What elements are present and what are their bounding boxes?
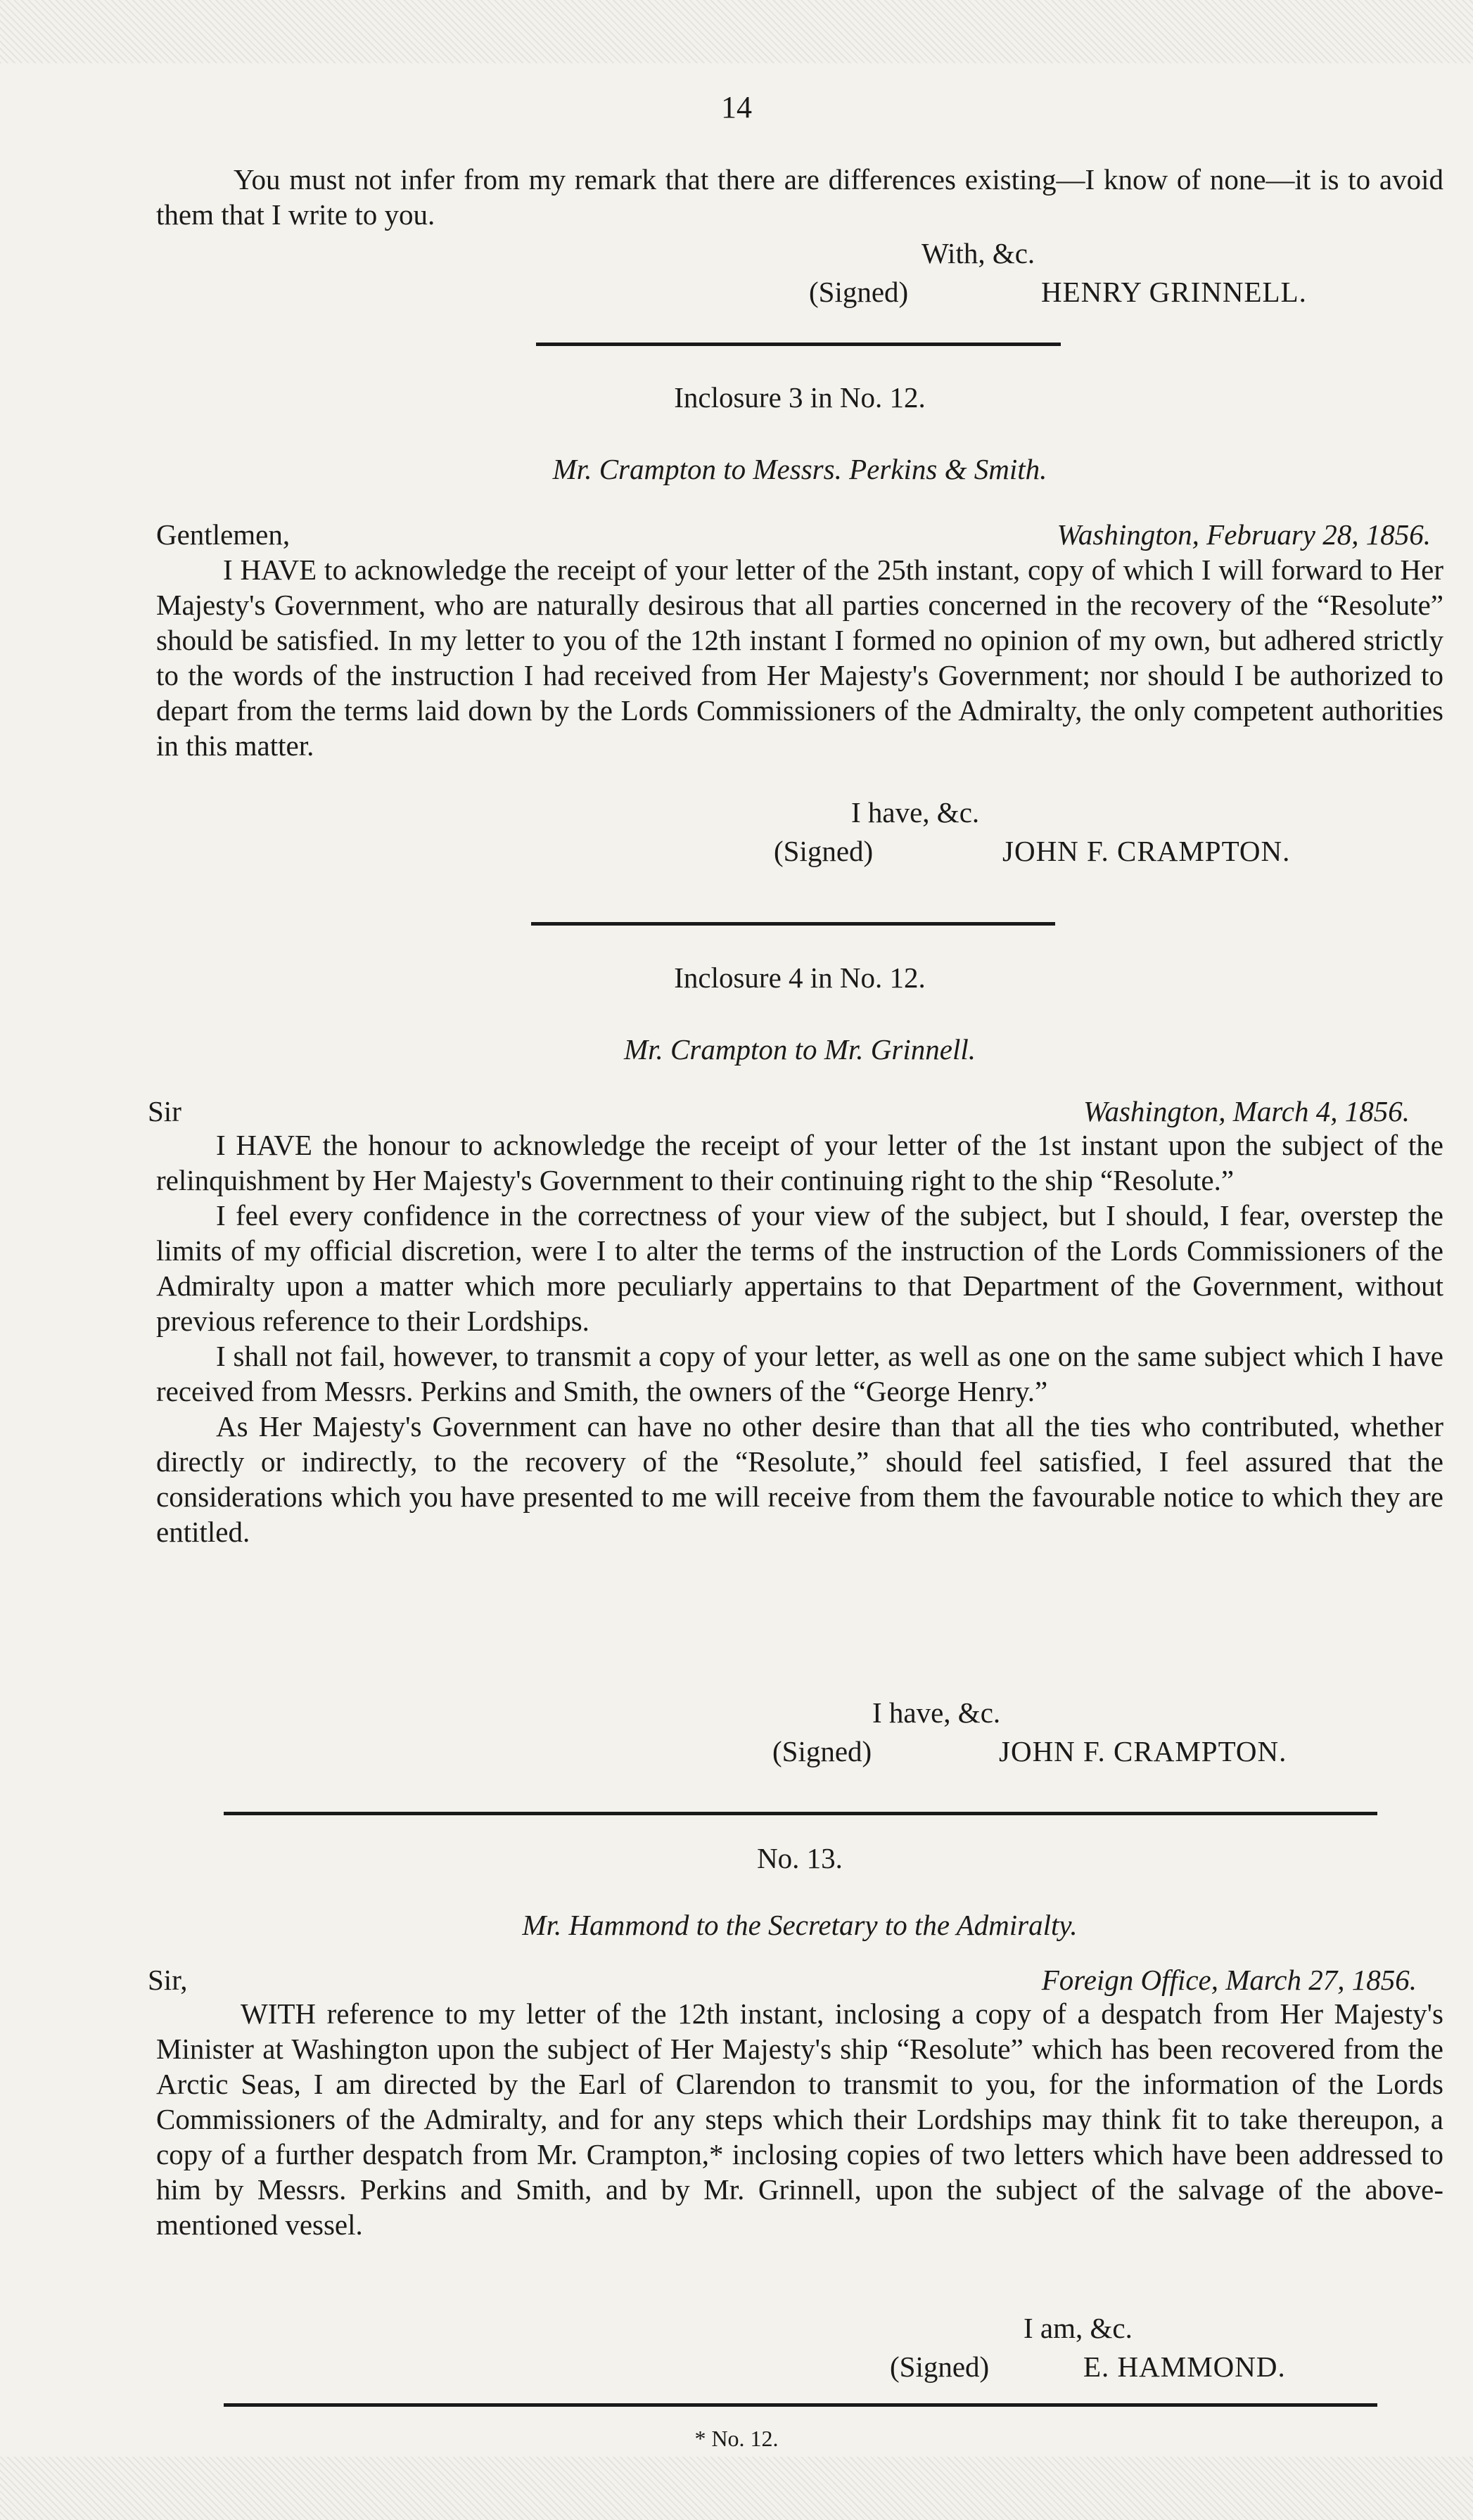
- footnote: * No. 12.: [694, 2426, 779, 2451]
- letter1-body: You must not infer from my remark that there are differences existing—I know of none—it is to avoid them that I write to you.: [156, 163, 1443, 231]
- letter1-signed-label: (Signed): [809, 276, 909, 308]
- scan-noise-top: [0, 0, 1473, 63]
- enc4-closing: I have, &c.: [872, 1696, 1001, 1729]
- divider-rule: [536, 343, 1061, 346]
- enc3-salutation: Gentlemen,: [156, 518, 291, 551]
- enc3-signer: JOHN F. CRAMPTON.: [1002, 835, 1291, 867]
- divider-rule: [531, 922, 1055, 926]
- enc4-signer: JOHN F. CRAMPTON.: [999, 1735, 1287, 1767]
- no13-salutation: Sir,: [148, 1964, 188, 1996]
- enc4-body-block: [156, 1127, 1443, 1549]
- no13-dateline: Foreign Office, March 27, 1856.: [1041, 1964, 1417, 1996]
- enc3-body: I HAVE to acknowledge the receipt of your letter of the 25th instant, copy of which I will forward to Her Majesty's Government, who are naturally desirous that all parties concerned in the recovery of the “Resolute” should be satisfied. In my letter to you of the 12th instant I formed no opinion of my own, but adhered strictly to the words of the instruction I had received from Her Majesty's Government; nor should I be authorized to depart from the terms laid down by the Lords Commissioners of the Admiralty, the only competent authorities in this matter.: [156, 554, 1443, 762]
- letter1-closing: With, &c.: [922, 237, 1035, 269]
- divider-rule: [224, 1812, 1377, 1815]
- enc3-heading: Inclosure 3 in No. 12.: [674, 381, 926, 414]
- letter1-signer: HENRY GRINNELL.: [1041, 276, 1307, 308]
- page-number: 14: [721, 90, 752, 124]
- scan-noise-bottom: [0, 2457, 1473, 2520]
- no13-signed-label: (Signed): [890, 2350, 990, 2383]
- enc4-heading: Inclosure 4 in No. 12.: [674, 961, 926, 994]
- enc4-para-3: I shall not fail, however, to transmit a copy of your letter, as well as one on the same subject which I have received from Messrs. Perkins and Smith, the owners of the “George Henry.”: [156, 1340, 1443, 1407]
- letter1-section: [156, 162, 1443, 232]
- enc3-dateline: Washington, February 28, 1856.: [1057, 518, 1431, 551]
- no13-body-block: [156, 1996, 1443, 2242]
- no13-closing: I am, &c.: [1024, 2312, 1133, 2344]
- enc3-body-block: [156, 552, 1443, 763]
- enc4-para-2: I feel every confidence in the correctness of your view of the subject, but I should, I fear, overstep the limits of my official discretion, were I to alter the terms of the instruction of the Lords Commissioners of the Admiralty upon a matter which more peculiarly appertains to that Department of the Government, without previous reference to their Lordships.: [156, 1199, 1443, 1337]
- no13-heading: No. 13.: [757, 1842, 843, 1874]
- no13-subheading: Mr. Hammond to the Secretary to the Admiralty.: [522, 1909, 1078, 1941]
- enc3-closing: I have, &c.: [851, 796, 980, 829]
- enc4-subheading: Mr. Crampton to Mr. Grinnell.: [623, 1033, 976, 1066]
- enc4-salutation: Sir: [148, 1095, 181, 1127]
- enc4-para-4: As Her Majesty's Government can have no other desire than that all the ties who contributed, whether directly or indirectly, to the recovery of the “Resolute,” should feel satisfied, I feel assured that the considerations which you have presented to me will receive from them the favourable notice to which they are entitled.: [156, 1410, 1443, 1548]
- enc4-dateline: Washington, March 4, 1856.: [1083, 1095, 1410, 1127]
- enc3-subheading: Mr. Crampton to Messrs. Perkins & Smith.: [552, 453, 1047, 485]
- enc4-para-1: I HAVE the honour to acknowledge the receipt of your letter of the 1st instant upon the subject of the relinquishment by Her Majesty's Government to their continuing right to the ship “Resolute.”: [156, 1129, 1443, 1196]
- no13-body: WITH reference to my letter of the 12th instant, inclosing a copy of a despatch from Her Majesty's Minister at Washington upon the subject of Her Majesty's ship “Resolute” which has been recovered from the Arctic Seas, I am directed by the Earl of Clarendon to transmit to you, for the information of the Lords Commissioners of the Admiralty, and for any steps which their Lordships may think fit to take thereupon, a copy of a further despatch from Mr. Crampton,* inclosing copies of two letters which have been addressed to him by Messrs. Perkins and Smith, and by Mr. Grinnell, upon the subject of the salvage of the above-mentioned vessel.: [156, 1997, 1443, 2241]
- enc3-signed-label: (Signed): [774, 835, 874, 867]
- divider-rule: [224, 2403, 1377, 2407]
- no13-signer: E. HAMMOND.: [1083, 2350, 1286, 2383]
- enc4-signed-label: (Signed): [772, 1735, 872, 1767]
